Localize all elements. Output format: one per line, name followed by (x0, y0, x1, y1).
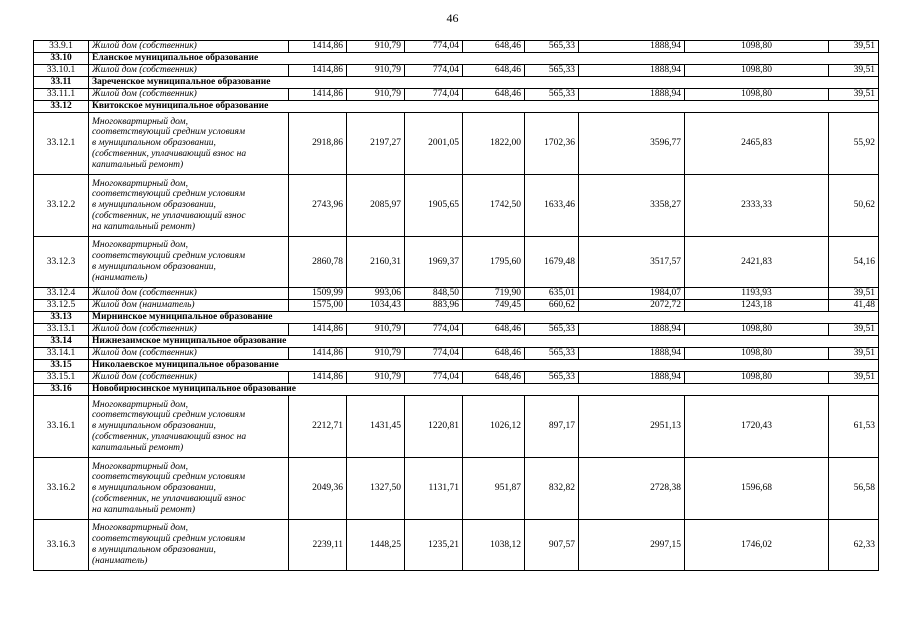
value-cell: 565,33 (525, 65, 579, 77)
table-row (34, 65, 879, 77)
description-line: на капитальный ремонт) (92, 221, 196, 232)
row-description (89, 458, 289, 520)
row-description (89, 396, 289, 458)
value-cell: 1633,46 (525, 175, 579, 237)
value-cell: 2239,11 (289, 520, 347, 571)
value-cell: 1327,50 (347, 458, 405, 520)
row-code: 33.12.1 (34, 113, 89, 175)
value-cell: 1431,45 (347, 396, 405, 458)
value-cell: 39,51 (829, 372, 879, 384)
value-cell: 1575,00 (289, 300, 347, 312)
section-code: 33.15 (34, 360, 89, 372)
description-line: Многоквартирный дом, (92, 523, 188, 534)
description-line: соответствующий средним условиям (92, 534, 246, 545)
description-line: Жилой дом (собственник) (92, 348, 197, 359)
value-cell: 1414,86 (289, 348, 347, 360)
value-cell: 2728,38 (579, 458, 685, 520)
value-cell: 3358,27 (579, 175, 685, 237)
value-cell: 2918,86 (289, 113, 347, 175)
value-cell: 648,46 (463, 89, 525, 101)
value-cell: 1098,80 (685, 324, 829, 336)
value-cell: 61,53 (829, 396, 879, 458)
value-cell: 1742,50 (463, 175, 525, 237)
row-description (89, 89, 289, 101)
table-row (34, 113, 879, 175)
value-cell: 39,51 (829, 41, 879, 53)
value-cell: 2072,72 (579, 300, 685, 312)
value-cell: 749,45 (463, 300, 525, 312)
row-description (89, 65, 289, 77)
section-code: 33.13 (34, 312, 89, 324)
value-cell: 951,87 (463, 458, 525, 520)
description-line: в муниципальном образовании, (92, 200, 216, 211)
table-row (34, 41, 879, 53)
row-description (89, 348, 289, 360)
section-code: 33.12 (34, 101, 89, 113)
value-cell: 910,79 (347, 41, 405, 53)
description-line: Жилой дом (собственник) (92, 41, 197, 52)
value-cell: 1822,00 (463, 113, 525, 175)
value-cell: 897,17 (525, 396, 579, 458)
row-code: 33.12.5 (34, 300, 89, 312)
description-line: Жилой дом (наниматель) (92, 300, 195, 311)
value-cell: 832,82 (525, 458, 579, 520)
description-line: соответствующий средним условиям (92, 189, 246, 200)
description-line: Жилой дом (собственник) (92, 372, 197, 383)
value-cell: 907,57 (525, 520, 579, 571)
table-row (34, 458, 879, 520)
value-cell: 2860,78 (289, 237, 347, 288)
value-cell: 2212,71 (289, 396, 347, 458)
value-cell: 1795,60 (463, 237, 525, 288)
value-cell: 774,04 (405, 89, 463, 101)
value-cell: 3517,57 (579, 237, 685, 288)
row-code: 33.11.1 (34, 89, 89, 101)
value-cell: 1414,86 (289, 65, 347, 77)
value-cell: 910,79 (347, 348, 405, 360)
description-line: соответствующий средним условиям (92, 472, 246, 483)
value-cell: 1193,93 (685, 288, 829, 300)
description-line: в муниципальном образовании, (92, 421, 216, 432)
row-description (89, 288, 289, 300)
value-cell: 1414,86 (289, 324, 347, 336)
description-line: (собственник, не уплачивающий взнос (92, 210, 246, 221)
section-title: Зареченское муниципальное образование (89, 77, 879, 89)
value-cell: 2951,13 (579, 396, 685, 458)
description-line: соответствующий средним условиям (92, 251, 246, 262)
value-cell: 1220,81 (405, 396, 463, 458)
value-cell: 39,51 (829, 324, 879, 336)
value-cell: 39,51 (829, 288, 879, 300)
table-row (34, 372, 879, 384)
description-line: Многоквартирный дом, (92, 178, 188, 189)
description-line: Жилой дом (собственник) (92, 288, 197, 299)
value-cell: 565,33 (525, 41, 579, 53)
value-cell: 774,04 (405, 65, 463, 77)
value-cell: 2085,97 (347, 175, 405, 237)
section-row (34, 77, 879, 89)
value-cell: 648,46 (463, 324, 525, 336)
value-cell: 41,48 (829, 300, 879, 312)
value-cell: 1448,25 (347, 520, 405, 571)
row-code: 33.16.1 (34, 396, 89, 458)
value-cell: 1702,36 (525, 113, 579, 175)
value-cell: 648,46 (463, 372, 525, 384)
table-body (34, 41, 879, 571)
description-line: Многоквартирный дом, (92, 399, 188, 410)
value-cell: 1098,80 (685, 41, 829, 53)
value-cell: 648,46 (463, 41, 525, 53)
value-cell: 565,33 (525, 89, 579, 101)
row-code: 33.15.1 (34, 372, 89, 384)
description-line: капитальный ремонт) (92, 159, 184, 170)
table-row (34, 237, 879, 288)
value-cell: 39,51 (829, 65, 879, 77)
description-line: (наниматель) (92, 272, 148, 283)
section-row (34, 312, 879, 324)
description-line: (собственник, уплачивающий взнос на (92, 431, 247, 442)
value-cell: 2160,31 (347, 237, 405, 288)
value-cell: 1026,12 (463, 396, 525, 458)
section-row (34, 101, 879, 113)
table-row (34, 288, 879, 300)
row-description (89, 372, 289, 384)
table-row (34, 89, 879, 101)
value-cell: 565,33 (525, 348, 579, 360)
row-description (89, 175, 289, 237)
value-cell: 848,50 (405, 288, 463, 300)
value-cell: 2465,83 (685, 113, 829, 175)
value-cell: 1098,80 (685, 65, 829, 77)
value-cell: 1720,43 (685, 396, 829, 458)
value-cell: 1888,94 (579, 89, 685, 101)
value-cell: 1098,80 (685, 89, 829, 101)
section-code: 33.11 (34, 77, 89, 89)
description-line: Многоквартирный дом, (92, 240, 188, 251)
tariff-table (33, 40, 879, 571)
value-cell: 774,04 (405, 372, 463, 384)
section-row (34, 53, 879, 65)
value-cell: 774,04 (405, 41, 463, 53)
value-cell: 2049,36 (289, 458, 347, 520)
value-cell: 1888,94 (579, 348, 685, 360)
value-cell: 1888,94 (579, 372, 685, 384)
section-title: Новобирюсинское муниципальное образование (89, 384, 879, 396)
row-description (89, 237, 289, 288)
table-row (34, 348, 879, 360)
value-cell: 3596,77 (579, 113, 685, 175)
row-code: 33.14.1 (34, 348, 89, 360)
value-cell: 719,90 (463, 288, 525, 300)
value-cell: 1414,86 (289, 41, 347, 53)
description-line: в муниципальном образовании, (92, 545, 216, 555)
value-cell: 1888,94 (579, 324, 685, 336)
value-cell: 910,79 (347, 372, 405, 384)
value-cell: 1596,68 (685, 458, 829, 520)
value-cell: 1888,94 (579, 65, 685, 77)
value-cell: 39,51 (829, 348, 879, 360)
value-cell: 50,62 (829, 175, 879, 237)
value-cell: 1905,65 (405, 175, 463, 237)
value-cell: 1034,43 (347, 300, 405, 312)
value-cell: 635,01 (525, 288, 579, 300)
description-line: в муниципальном образовании, (92, 138, 216, 149)
section-title: Нижнезаимское муниципальное образование (89, 336, 879, 348)
value-cell: 660,62 (525, 300, 579, 312)
section-title: Квитокское муниципальное образование (89, 101, 879, 113)
row-code: 33.16.3 (34, 520, 89, 571)
section-row (34, 336, 879, 348)
value-cell: 2001,05 (405, 113, 463, 175)
row-description (89, 113, 289, 175)
value-cell: 55,92 (829, 113, 879, 175)
page-number: 46 (446, 11, 459, 25)
row-code: 33.10.1 (34, 65, 89, 77)
value-cell: 54,16 (829, 237, 879, 288)
table-row (34, 324, 879, 336)
section-code: 33.16 (34, 384, 89, 396)
value-cell: 1414,86 (289, 89, 347, 101)
value-cell: 56,58 (829, 458, 879, 520)
row-code: 33.13.1 (34, 324, 89, 336)
description-line: (наниматель) (92, 555, 148, 566)
value-cell: 2421,83 (685, 237, 829, 288)
value-cell: 910,79 (347, 324, 405, 336)
table-row (34, 300, 879, 312)
description-line: (собственник, не уплачивающий взнос (92, 493, 246, 504)
description-line: капитальный ремонт) (92, 442, 184, 453)
value-cell: 910,79 (347, 89, 405, 101)
value-cell: 1131,71 (405, 458, 463, 520)
value-cell: 1235,21 (405, 520, 463, 571)
row-description (89, 41, 289, 53)
value-cell: 1098,80 (685, 372, 829, 384)
section-row (34, 384, 879, 396)
description-line: (собственник, уплачивающий взнос на (92, 148, 247, 159)
value-cell: 2997,15 (579, 520, 685, 571)
row-code: 33.16.2 (34, 458, 89, 520)
value-cell: 883,96 (405, 300, 463, 312)
value-cell: 910,79 (347, 65, 405, 77)
description-line: Жилой дом (собственник) (92, 65, 197, 76)
value-cell: 648,46 (463, 348, 525, 360)
value-cell: 993,06 (347, 288, 405, 300)
value-cell: 39,51 (829, 89, 879, 101)
section-title: Мирнинское муниципальное образование (89, 312, 879, 324)
table-row (34, 520, 879, 571)
row-description (89, 300, 289, 312)
description-line: в муниципальном образовании, (92, 262, 216, 272)
table-row (34, 175, 879, 237)
description-line: на капитальный ремонт) (92, 504, 196, 515)
value-cell: 2743,96 (289, 175, 347, 237)
row-code: 33.12.4 (34, 288, 89, 300)
description-line: в муниципальном образовании, (92, 483, 216, 494)
value-cell: 1984,07 (579, 288, 685, 300)
description-line: соответствующий средним условиям (92, 127, 246, 138)
value-cell: 2197,27 (347, 113, 405, 175)
row-code: 33.9.1 (34, 41, 89, 53)
value-cell: 774,04 (405, 324, 463, 336)
section-code: 33.14 (34, 336, 89, 348)
table-row (34, 396, 879, 458)
value-cell: 2333,33 (685, 175, 829, 237)
value-cell: 1888,94 (579, 41, 685, 53)
value-cell: 774,04 (405, 348, 463, 360)
value-cell: 1038,12 (463, 520, 525, 571)
value-cell: 1098,80 (685, 348, 829, 360)
section-title: Николаевское муниципальное образование (89, 360, 879, 372)
value-cell: 1414,86 (289, 372, 347, 384)
description-line: Жилой дом (собственник) (92, 324, 197, 335)
value-cell: 648,46 (463, 65, 525, 77)
description-line: Многоквартирный дом, (92, 461, 188, 472)
row-description (89, 520, 289, 571)
description-line: Многоквартирный дом, (92, 116, 188, 127)
row-code: 33.12.3 (34, 237, 89, 288)
section-code: 33.10 (34, 53, 89, 65)
description-line: Жилой дом (собственник) (92, 89, 197, 100)
value-cell: 1746,02 (685, 520, 829, 571)
description-line: соответствующий средним условиям (92, 410, 246, 421)
value-cell: 62,33 (829, 520, 879, 571)
section-title: Еланское муниципальное образование (89, 53, 879, 65)
value-cell: 1509,99 (289, 288, 347, 300)
value-cell: 1969,37 (405, 237, 463, 288)
value-cell: 565,33 (525, 372, 579, 384)
section-row (34, 360, 879, 372)
value-cell: 565,33 (525, 324, 579, 336)
value-cell: 1679,48 (525, 237, 579, 288)
row-description (89, 324, 289, 336)
value-cell: 1243,18 (685, 300, 829, 312)
row-code: 33.12.2 (34, 175, 89, 237)
